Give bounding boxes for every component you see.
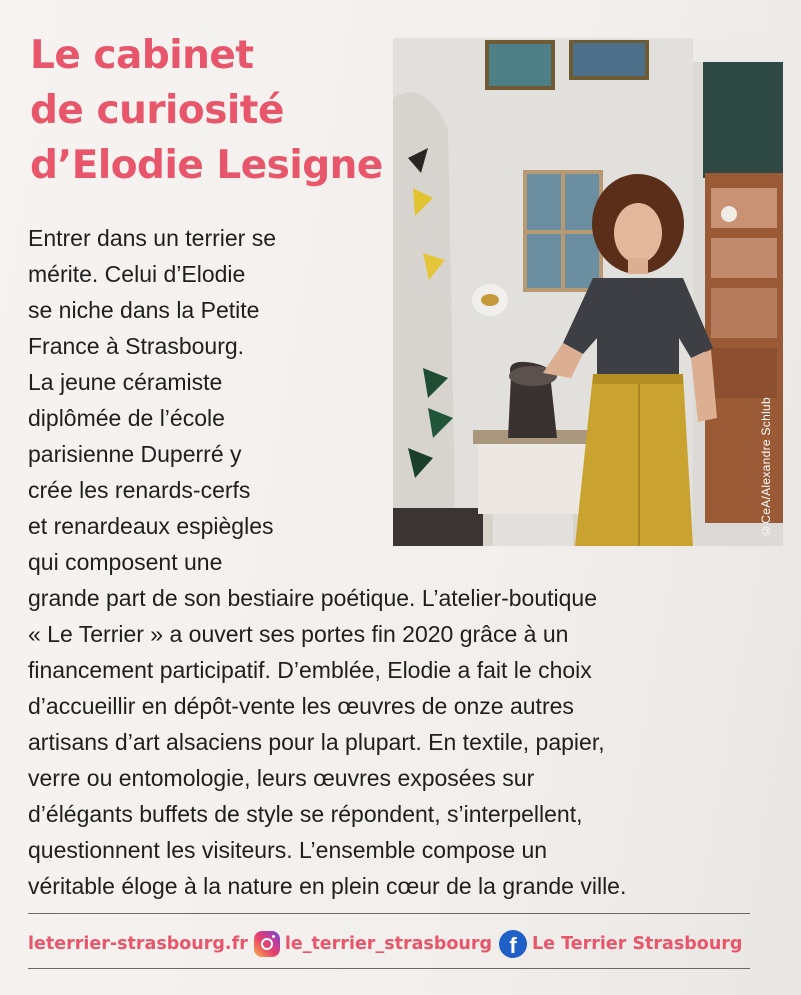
facebook-icon: f — [499, 930, 527, 958]
footer-links — [28, 924, 768, 964]
instagram-icon — [254, 931, 280, 957]
body-line: financement participatif. D’emblée, Elodie a fait le choix — [28, 657, 592, 683]
body-line: d’élégants buffets de style se répondent, s’interpellent, — [28, 801, 583, 827]
footer-top-divider — [28, 913, 750, 914]
body-line: France à Strasbourg. — [28, 333, 245, 359]
body-line: qui composent une — [28, 549, 223, 575]
instagram-link[interactable] — [248, 931, 492, 957]
body-line: artisans d’art alsaciens pour la plupart. En textile, papier, — [28, 729, 605, 755]
body-line: verre ou entomologie, leurs œuvres exposées sur — [28, 765, 535, 791]
title-line: d’Elodie Lesigne — [30, 143, 383, 188]
body-line: La jeune céramiste — [28, 369, 223, 395]
body-line: Entrer dans un terrier se — [28, 225, 277, 251]
body-line: questionnent les visiteurs. L’ensemble compose un — [28, 837, 548, 863]
facebook-page-name: Le Terrier Strasbourg — [532, 934, 743, 954]
body-line: diplômée de l’école — [28, 405, 225, 431]
body-line: véritable éloge à la nature en plein cœur de la grande ville. — [28, 873, 627, 899]
article-title — [30, 28, 390, 193]
body-line: grande part de son bestiaire poétique. L’atelier-boutique — [28, 585, 598, 611]
website-link[interactable]: leterrier-strasbourg.fr — [28, 934, 248, 954]
article-body — [28, 220, 768, 904]
facebook-link[interactable] — [492, 930, 742, 958]
body-line: parisienne Duperré y — [28, 441, 242, 467]
title-line: de curiosité — [30, 88, 284, 133]
footer-bottom-divider — [28, 968, 750, 969]
body-line: mérite. Celui d’Elodie — [28, 261, 246, 287]
body-line: d’accueillir en dépôt-vente les œuvres de onze autres — [28, 693, 574, 719]
photo-credit: ©CeA/Alexandre Schlub — [759, 396, 773, 538]
body-line: crée les renards-cerfs — [28, 477, 251, 503]
title-line: Le cabinet — [30, 33, 254, 78]
instagram-handle: le_terrier_strasbourg — [284, 934, 492, 954]
body-line: se niche dans la Petite — [28, 297, 260, 323]
body-line: et renardeaux espiègles — [28, 513, 274, 539]
body-line: « Le Terrier » a ouvert ses portes fin 2020 grâce à un — [28, 621, 569, 647]
